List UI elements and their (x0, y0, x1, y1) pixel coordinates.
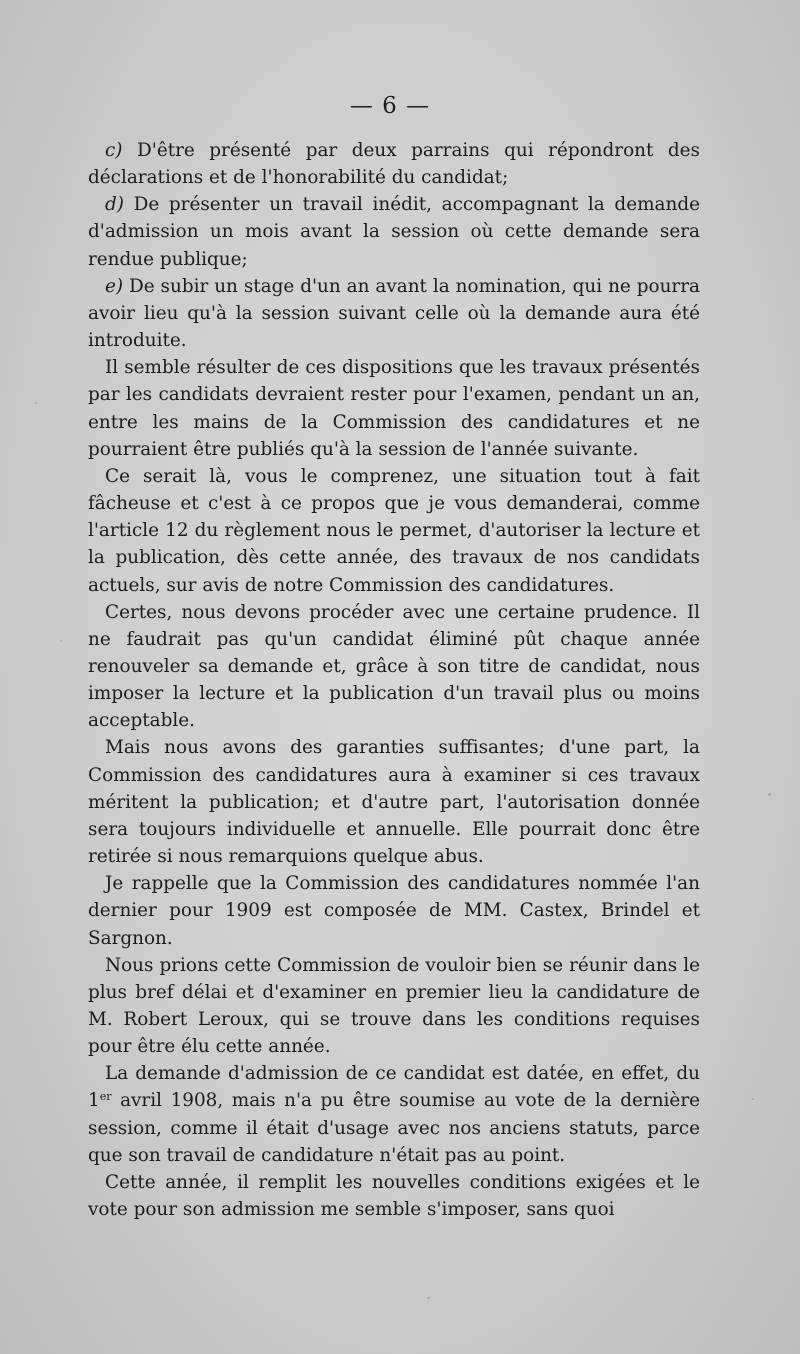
paragraph: Certes, nous devons procéder avec une certaine prudence. Il ne faudrait pas qu'un candidat éliminé pût chaque année renouveler sa demande et, grâce à son titre de candidat, nous imposer la lecture et la publication d'un travail plus ou moins acceptable. (88, 601, 700, 732)
ordinal-superscript: er (99, 1090, 112, 1104)
list-item-d (88, 191, 700, 272)
body-text (88, 137, 700, 1223)
paragraph (88, 1060, 700, 1169)
item-marker: d) (105, 194, 124, 216)
paragraph: Nous prions cette Commission de vouloir bien se réunir dans le plus bref délai et d'examiner en premier lieu la candidature de M. Robert Leroux, qui se trouve dans les conditions requises pour être élu cette année. (88, 954, 700, 1058)
paragraph-text-end: avril 1908, mais n'a pu être soumise au vote de la dernière session, comme il était d'usage avec nos anciens statuts, parce que son travail de candidature n'était pas au point. (88, 1090, 700, 1166)
paragraph: Je rappelle que la Commission des candidatures nommée l'an dernier pour 1909 est composée de MM. Castex, Brindel et Sargnon. (88, 873, 700, 949)
item-text: D'être présenté par deux parrains qui répondront des déclarations et de l'honorabilité du candidat; (88, 140, 700, 189)
paragraph: Ce serait là, vous le comprenez, une situation tout à fait fâcheuse et c'est à ce propos que je vous demanderai, comme l'article 12 du règlement nous le permet, d'autoriser la lecture et la publication, dès cette année, des travaux de nos candidats actuels, sur avis de notre Commission des candidatures. (88, 465, 700, 596)
paragraph: Il semble résulter de ces dispositions que les travaux présentés par les candidats devraient rester pour l'examen, pendant un an, entre les mains de la Commission des candidatures et ne pourraient être publiés qu'à la session de l'année suivante. (88, 357, 700, 460)
paper-speck (752, 1098, 754, 1100)
paper-speck (60, 640, 62, 642)
item-marker: c) (105, 140, 123, 161)
paper-speck (768, 793, 771, 796)
paper-speck (35, 402, 37, 404)
item-text: De subir un stage d'un an avant la nomination, qui ne pourra avoir lieu qu'à la session suivant celle où la demande aura été introduite. (88, 275, 700, 352)
item-text: De présenter un travail inédit, accompagnant la demande d'admission un mois avant la session où cette demande sera rendue publique; (88, 194, 700, 270)
list-item-e (88, 273, 700, 354)
page-number: — 6 — (349, 93, 431, 119)
paragraph: Mais nous avons des garanties suffisantes; d'une part, la Commission des candidatures aura à examiner si ces travaux méritent la publication; et d'autre part, l'autorisation donnée sera toujours individuelle et annuelle. Elle pourrait donc être retirée si nous remarquions quelque abus. (88, 737, 700, 868)
list-item-c (88, 137, 700, 191)
paragraph-text-start: La demande d'admission de ce candidat est datée, en effet, du 1 (88, 1063, 700, 1112)
paragraph: Cette année, il remplit les nouvelles conditions exigées et le vote pour son admission me semble s'imposer, sans quoi (88, 1171, 700, 1221)
item-marker: e) (105, 275, 124, 297)
paper-speck (427, 1297, 430, 1299)
